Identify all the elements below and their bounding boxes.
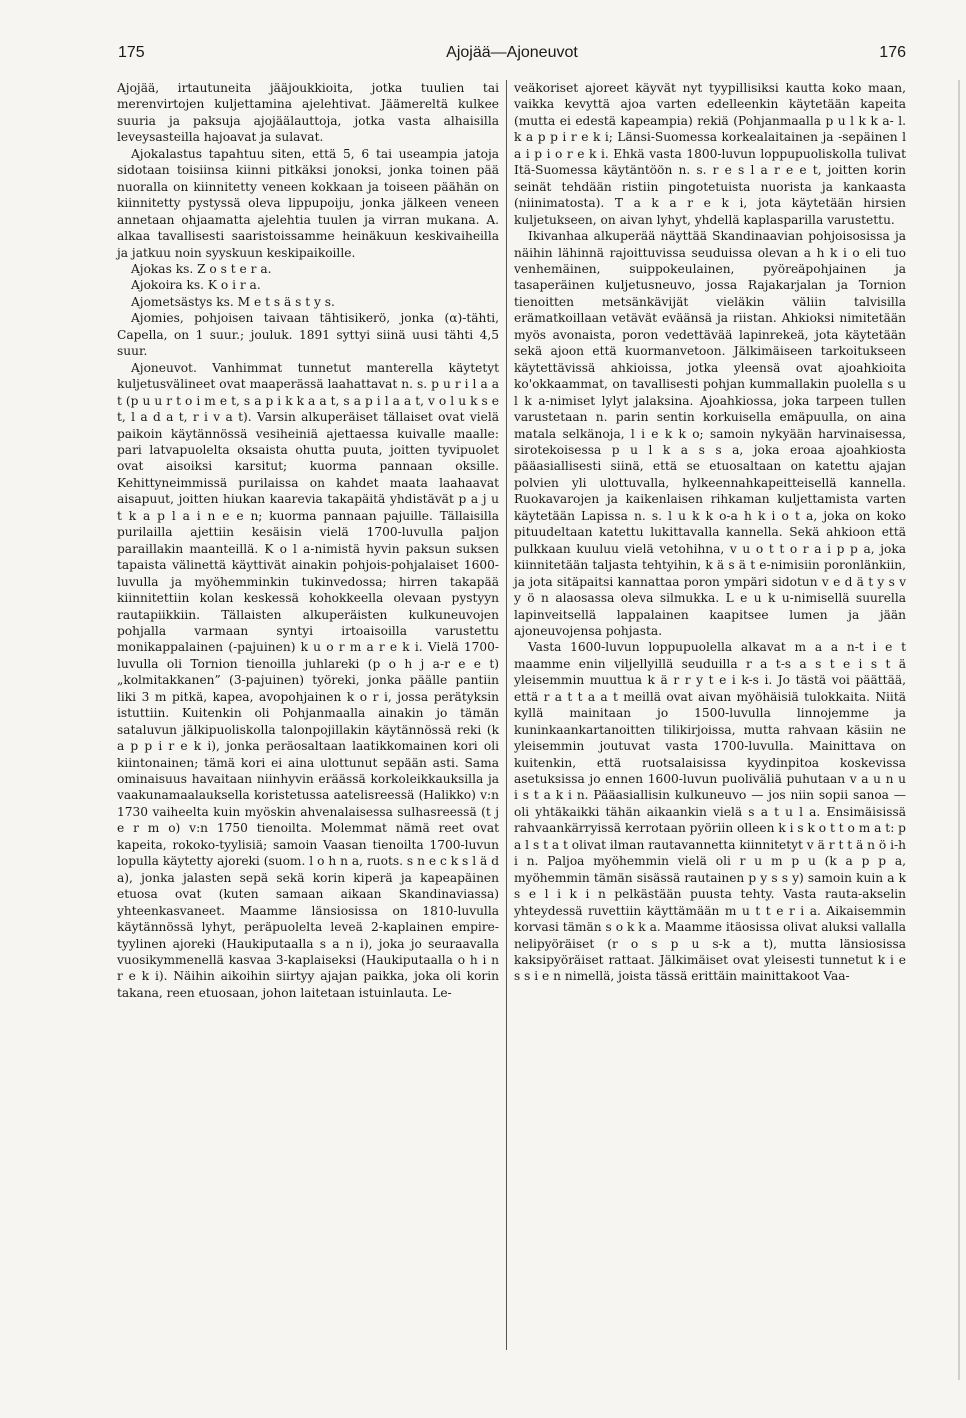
page-header: [118, 44, 906, 68]
entry-ajokas: Ajokas ks. Z o s t e r a.: [131, 261, 272, 276]
ajoneuvot-ahkio: Ikivanhaa alkuperää näyttää Skandinaavian pohjoisosissa ja näihin lähinnä rajoittuvissa seuduissa olevan a h k i o eli tuo venhemäinen, suippokeulainen, pyöreäpohjainen ja tasaperäinen kuljetusneuvo, jossa Rajakarjalan ja Tornion tienoitten metsänkävijät vieläkin väliin talvisilla erämatkoillaan vetävät eväänsä ja riistan. Ahkioksi nimitetään myös avonaista, poron vedettävää lapinrekeä, jota käytetään sekä ajoon että kuormanvetoon. Jälkimäiseen tarkoitukseen käytettävissä ahkioissa, jotka yleensä ovat ajoahkioita ko'okkaammat, on tavallisesti pohjan kummallakin puolella s u l k a-nimiset lylyt jalaksina. Ajoahkiossa, joka tarpeen tullen varustetaan n. parin sentin korkuisella emäpuulla, on aina matala selkänoja, l i e k k o; samoin nykyään harvinaisessa, sirotekoisessa p u l k a s s a, joka eroaa ajoahkiosta pääasiallisesti siinä, että se etuosaltaan on katettu ajajan polvien yli ulottuvalla, hylkeennahkapeitteisellä kannella. Ruokavarojen ja kaikenlaisen rihkaman kuljettamista varten käytetään Lapissa n. s. l u k k o-a h k i o t a, joka on koko pituudeltaan katettu lukittavalla kannella. Sekä ahkioon että pulkkaan kuuluu vielä vetohihna, v u o t t o r a i p p a, joka kiinnitetään taljasta tehtyihin, k ä s ä t e-nimisiin poronlänkiin, ja jota sitäpaitsi kannattaa poron ympäri sidotun v e d ä t y s v y ö n alaosassa oleva silmukka. L e u k u-nimisellä suurella lapinveitsellä lappalainen kaapitsee lumen ja jään ajoneuvojensa pohjasta.: [514, 229, 906, 638]
page-edge: [958, 80, 960, 1380]
left-column: [117, 80, 499, 1001]
page-number-left: 175: [118, 44, 145, 61]
entry-ajojaa: Ajojää, irtautuneita jääjoukkioita, jotka tuulien tai merenvirtojen kuljettamina ajelehtivat. Jäämereltä kulkee suuria ja paksuja ajojäälauttoja, jotka vasta alhaisilla leveysasteilla hajoavat ja sulavat.: [117, 81, 499, 145]
ajoneuvot-continued: veäkoriset ajoreet käyvät nyt tyypillisiksi kautta koko maan, vaikka kevyttä ajoa varten edelleenkin käytetään kapeita (mutta ei edestä kapeampia) rekiä (Pohjanmaalla p u l k k a- l. k a p p i r e k i; Länsi-Suomessa korkealaitainen ja -sepäinen l a i p i o r e k i. Ehkä vasta 1800-luvun loppupuoliskolla tulivat Itä-Suomessa käytäntöön n. s. r e s l a r e e t, joitten korin seinät tehdään ristiin pingotetuista nuorista ja kankaasta (niinimatosta). T a k a r e k i, jota käytetään hirsien kuljetukseen, on aivan lyhyt, yhdellä kaplasparilla varustettu.: [514, 81, 906, 227]
entry-ajometsastys: Ajometsästys ks. M e t s ä s t y s.: [131, 294, 335, 309]
entry-ajokoira: Ajokoira ks. K o i r a.: [131, 278, 261, 293]
ajoneuvot-rattaat: Vasta 1600-luvun loppupuolella alkavat m a a n-t i e t maamme enin viljellyillä seuduilla r a t-s a s t e i s t ä yleisemmin muuttua k ä r r y t e i k-s i. Jo tästä voi päättää, että r a t t a a t meillä ovat aivan myöhäisiä tulokkaita. Niitä kyllä mainitaan jo 1500-luvulla linnojemme ja kuninkaankartanoitten tilikirjoissa, mutta rahvaan käsiin ne yleisemmin joutuvat vasta 1700-luvulla. Mainittava on kuitenkin, että ruotsalaisissa kyydinpitoa koskevissa asetuksissa jo ennen 1600-luvun puoliväliä puhutaan v a u n u i s t a k i n. Pääasiallisin kulkuneuvo — jos niin sopii sanoa — oli yhtäkaikki tähän aikaankin vielä s a t u l a. Ensimäisissä rahvaankärryissä kerrotaan pyöriin olleen k i s k o t t o m a t: p a l s t a t olivat ilman rautavannetta kiinnitetyt v ä r t t ä n ö i-h i n. Paljoa myöhemmin vielä oli r u m p u (k a p p a, myöhemmin tämän sisässä rautainen p y s s y) samoin kuin a k s e l i k i n pelkästään puusta tehty. Vasta rauta-akselin yhteydessä ruvettiin käyttämään m u t t e r i a. Aikaisemmin korvasi tämän s o k k a. Maamme itäosissa olivat aluksi vallalla nelipyöräiset (r o s p u s-k a t), mutta länsiosissa kaksipyöräiset rattaat. Jälkimäiset ovat yleisesti tunnetut k i e s s i e n nimellä, joista tässä erittäin mainittakoot Vaa-: [514, 640, 906, 984]
column-divider: [506, 80, 507, 1350]
right-column: [514, 80, 906, 985]
entry-ajokalastus: Ajokalastus tapahtuu siten, että 5, 6 tai useampia jatoja sidotaan toisiinsa kiinni pitkäksi jonoksi, jonka toinen pää nuoralla on kiinnitetty veneen kokkaan ja toiseen päähän on kiinnitetty pystyssä oleva lippupoiju, jonka jälkeen veneen annetaan ohjaamatta ajelehtia tuulen ja virran mukana. A. alkaa tavallisesti saaristoissamme heinäkuun keskivaiheilla ja jatkuu noin syyskuun keskipaikoille.: [117, 146, 499, 260]
entry-ajomies: Ajomies, pohjoisen taivaan tähtisikerö, jonka (α)-tähti, Capella, on 1 suur.; jouluk. 1891 syttyi siinä uusi tähti 4,5 suur.: [117, 311, 499, 359]
page-number-right: 176: [879, 44, 906, 61]
running-title: Ajojää—Ajoneuvot: [446, 44, 578, 61]
entry-ajoneuvot: Ajoneuvot. Vanhimmat tunnetut manterella käytetyt kuljetusvälineet ovat maaperässä laahattavat n. s. p u r i l a a t (p u u r t o i m e t, s a p i k k a a t, s a p i l a a t, v o l u k s e t, l a d a t, r i v a t). Varsin alkuperäiset tällaiset ovat vielä paikoin käytännössä vesiheiniä ajettaessa kuivalle maalle: pari latvapuolelta oksaista ohutta puuta, joitten tyvipuolet ovat aisoiksi karsitut; kuorma pannaan oksille. Kehittyneimmissä purilaissa on kahdet maata laahaavat aisapuut, joitten hiukan kaarevia takapäitä yhdistävät p a j u t k a p l a i n e e n; kuorma pannaan pajuille. Tällaisilla purilailla ajettiin kesäisin vielä 1700-luvulla paljon paraillakin maanteillä. K o l a-nimistä hyvin paksun suksen tapaista välinettä käyttivät ainakin pohjois-pohjalaiset 1600-luvulla ja myöhemminkin tukinvedossa; hirren takapää kiinnitettiin kolan keskessä kohokkeella olevaan pystyyn rautapiikkiin. Tällaisten alkuperäisten kulkuneuvojen pohjalla varmaan syntyi irtoaisoilla varustettu monikappalainen (-pajuinen) k u o r m a r e k i. Vielä 1700-luvulla oli Tornion tienoilla juhlareki (p o h j a-r e e t) „kolmitakkanen” (3-pajuinen) työreki, jonka päälle pantiin liki 3 m pitkä, kapea, avopohjainen k o r i, jossa perätyksin istuttiin. Kuitenkin oli Pohjanmaalla ainakin jo tämän sataluvun jälkipuoliskolla talonpojillakin käytännössä reki (k a p p i r e k i), jonka peräosaltaan laatikkomainen kori oli kiintonainen; tämä kori ei aina ulottunut sepään asti. Sama ominaisuus havaitaan niinhyvin eräässä korkoleikkauksilla ja vaakunamaalauksella koristetussa aatelisreessä (Halikko) v:n 1730 vaiheelta kuin myöskin ahvenalaisessa sulhasreessä (t j e r m o) v:n 1750 tienoilta. Molemmat nämä reet ovat kapeita, rokoko-tyylisiä; samoin Vaasan tienoilta 1700-luvun lopulla käytetty ajoreki (suom. l o h n a, ruots. s n e c k s l ä d a), jonka jalasten sepä sekä korin kiperä ja kapeapäinen etuosa ovat (kuten samaan aikaan Skandinaviassa) yhteenkasvaneet. Maamme länsiosissa on 1810-luvulla käytännössä lyhyt, peräpuolelta leveä 2-kaplainen empire-tyylinen ajoreki (Haukiputaalla s a n i), joka jo seuraavalla vuosikymmenellä kasvaa 3-kaplaiseksi (Haukiputaalla o h i n r e k i). Näihin aikoihin siirtyy ajajan paikka, joka oli korin takana, reen etuosaan, johon laitetaan istuinlauta. Le-: [117, 360, 499, 1000]
